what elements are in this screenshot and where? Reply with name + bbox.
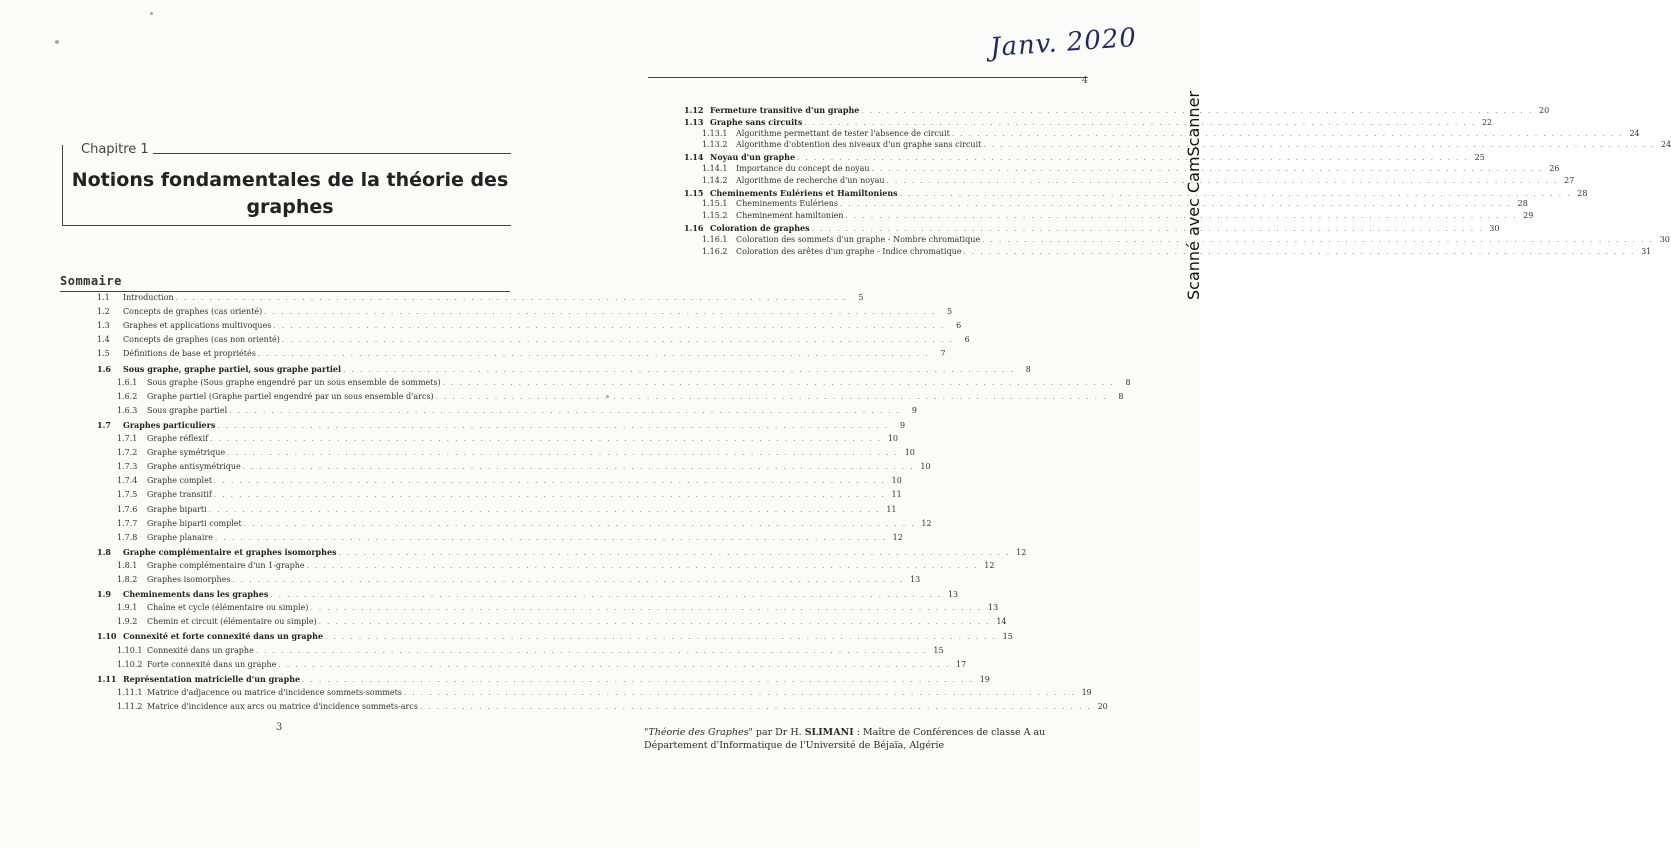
toc-entry-page: 30 (1489, 224, 1500, 233)
toc-entry-label: Connexité dans un graphe (147, 645, 254, 655)
chapter-heading-box (62, 142, 511, 226)
toc-entry-page: 13 (988, 603, 999, 613)
toc-entry-page: 28 (1577, 188, 1588, 198)
toc-entry-page: 9 (900, 420, 906, 430)
toc-entry (97, 320, 962, 332)
toc-entry-page: 19 (979, 674, 990, 684)
toc-entry-label: Concepts de graphes (cas orienté) (123, 307, 263, 317)
toc-entry-label: Graphe complet (147, 476, 213, 486)
toc-entry (117, 532, 903, 544)
toc-entry-page: 6 (964, 335, 970, 345)
toc-leader-dots: . . . . . . . . . . . . . . . . . . . . . . . . . . . . . . . . . . . . . . . . . . . . . . . . . . . . . . . . . . . . . . . . . . . . . . . . . . . . . . . . (175, 294, 848, 302)
toc-entry (117, 560, 995, 572)
toc-leader-dots: . . . . . . . . . . . . . . . . . . . . . . . . . . . . . . . . . . . . . . . . . . . . . . . . . . . . . . . . . . . . . . . . . . . . . . . . . . . . . . . . (963, 247, 1636, 256)
toc-entry-page: 29 (1523, 211, 1534, 221)
footer-book-title: "Théorie des Graphes" (644, 727, 753, 738)
toc-entry-label: Graphe biparti complet (147, 518, 242, 528)
toc-leader-dots: . . . . . . . . . . . . . . . . . . . . . . . . . . . . . . . . . . . . . . . . . . . . . . . . . . . . . . . . . . . . . . . . . . . . . . . . . . . . . . . . (343, 365, 1015, 374)
toc-entry-number: 1.6.1 (117, 377, 138, 387)
toc-entry (117, 701, 1108, 713)
toc-entry-label: Concepts de graphes (cas non orienté) (123, 335, 280, 345)
toc-leader-dots: . . . . . . . . . . . . . . . . . . . . . . . . . . . . . . . . . . . . . . . . . . . . . . . . . . . . . . . . . . . . . . . . . . . . . . . . . . . . . . . . (264, 308, 937, 317)
toc-leader-dots: . . . . . . . . . . . . . . . . . . . . . . . . . . . . . . . . . . . . . . . . . . . . . . . . . . . . . . . . . . . . . . . . . . . . . . . . . . . . . . . . (270, 591, 943, 600)
toc-entry-number: 1.15.1 (702, 199, 728, 209)
toc-entry-number: 1.14 (684, 152, 704, 163)
toc-leader-dots: . . . . . . . . . . . . . . . . . . . . . . . . . . . . . . . . . . . . . . . . . . . . . . . . . . . . . . . . . . . . . . . . . . . . . . . . . . . . . . . . (338, 548, 1011, 557)
toc-entry-number: 1.7.4 (117, 476, 138, 486)
toc-entry (117, 518, 932, 530)
toc-entry-page: 19 (1081, 687, 1092, 697)
toc-entry (97, 348, 946, 360)
toc-entry (97, 588, 959, 600)
toc-leader-dots: . . . . . . . . . . . . . . . . . . . . . . . . . . . . . . . . . . . . . . . . . . . . . . . . . . . . . . . . . . . . . . . . . . . . . . . . . . . . . . . . (403, 688, 1076, 697)
toc-entry-page: 20 (1097, 701, 1108, 711)
toc-entry-page: 8 (1025, 364, 1031, 374)
toc-leader-dots: . . . . . . . . . . . . . . . . . . . . . . . . . . . . . . . . . . . . . . . . . . . . . . . . . . . . . . . . . . . . . . . . . . . . . . . . . . . . . . . . (899, 189, 1572, 198)
toc-entry-label: Cheminements Eulériens (736, 199, 839, 209)
toc-leader-dots: . . . . . . . . . . . . . . . . . . . . . . . . . . . . . . . . . . . . . . . . . . . . . . . . . . . . . . . . . . . . . . . . . . . . . . . . . . . . . . . . (804, 118, 1477, 127)
toc-entry (702, 234, 1670, 246)
toc-entry-number: 1.9.2 (117, 617, 138, 627)
toc-entry-page: 31 (1641, 246, 1652, 256)
toc-entry-number: 1.8 (97, 546, 111, 557)
toc-leader-dots: . . . . . . . . . . . . . . . . . . . . . . . . . . . . . . . . . . . . . . . . . . . . . . . . . . . . . . . . . . . . . . . . . . . . . . . . . . . . . . . . (442, 378, 1115, 387)
toc-leader-dots: . . . . . . . . . . . . . . . . . . . . . . . . . . . . . . . . . . . . . . . . . . . . . . . . . . . . . . . . . . . . . . . . . . . . . . . . . . . . . . . . (983, 141, 1656, 150)
toc-entry-label: Graphe planaire (147, 532, 214, 542)
toc-entry-page: 11 (891, 490, 902, 500)
toc-entry-number: 1.1 (97, 293, 110, 302)
page-number-right: 4 (1082, 76, 1088, 86)
scan-speck (150, 12, 153, 15)
toc-entry-label: Matrice d'incidence aux arcs ou matrice d'incidence sommets-arcs (147, 701, 418, 711)
toc-entry-page: 22 (1481, 117, 1493, 127)
toc-leader-dots: . . . . . . . . . . . . . . . . . . . . . . . . . . . . . . . . . . . . . . . . . . . . . . . . . . . . . . . . . . . . . . . . . . . . . . . . . . . . . . . . (845, 212, 1518, 221)
toc-entry-label: Graphe biparti (147, 504, 207, 514)
toc-entry-number: 1.7.2 (117, 448, 138, 458)
toc-entry-page: 27 (1564, 175, 1575, 185)
footer-author: SLIMANI (804, 727, 854, 738)
toc-leader-dots: . . . . . . . . . . . . . . . . . . . . . . . . . . . . . . . . . . . . . . . . . . . . . . . . . . . . . . . . . . . . . . . . . . . . . . . . . . . . . . . . (797, 154, 1469, 163)
toc-entry-number: 1.8.2 (117, 575, 138, 584)
toc-entry (117, 475, 902, 487)
toc-leader-dots: . . . . . . . . . . . . . . . . . . . . . . . . . . . . . . . . . . . . . . . . . . . . . . . . . . . . . . . . . . . . . . . . . . . . . . . . . . . . . . . . (217, 421, 890, 430)
toc-entry-label: Cheminements dans les graphes (123, 589, 269, 600)
toc-entry (117, 461, 931, 473)
toc-entry-number: 1.13.2 (702, 140, 728, 150)
toc-entry (117, 687, 1092, 699)
toc-entry (684, 187, 1588, 199)
toc-entry-page: 10 (887, 434, 898, 443)
toc-entry (702, 128, 1640, 140)
toc-entry (117, 504, 897, 516)
toc-entry-number: 1.16 (684, 223, 704, 233)
toc-leader-dots: . . . . . . . . . . . . . . . . . . . . . . . . . . . . . . . . . . . . . . . . . . . . . . . . . . . . . . . . . . . . . . . . . . . . . . . . . . . . . . . . (886, 176, 1559, 185)
toc-entry-number: 1.16.1 (702, 234, 728, 244)
toc-entry (702, 198, 1528, 210)
toc-entry-label: Coloration des arêtes d'un graphe - Indice chromatique (736, 246, 962, 256)
toc-entry-label: Sous graphe, graphe partiel, sous graphe partiel (123, 363, 342, 374)
toc-entry-page: 24 (1629, 128, 1640, 138)
toc-entry (117, 602, 999, 614)
toc-entry-number: 1.4 (97, 335, 110, 345)
toc-leader-dots: . . . . . . . . . . . . . . . . . . . . . . . . . . . . . . . . . . . . . . . . . . . . . . . . . . . . . . . . . . . . . . . . . . . . . . . . . . . . . . . . (871, 165, 1544, 173)
header-rule-right (648, 77, 1088, 78)
toc-entry (117, 659, 967, 671)
toc-entry-label: Cheminement hamiltonien (736, 211, 844, 221)
toc-entry-page: 10 (891, 476, 902, 486)
toc-leader-dots: . . . . . . . . . . . . . . . . . . . . . . . . . . . . . . . . . . . . . . . . . . . . . . . . . . . . . . . . . . . . . . . . . . . . . . . . . . . . . . . . (278, 660, 951, 669)
toc-leader-dots: . . . . . . . . . . . . . . . . . . . . . . . . . . . . . . . . . . . . . . . . . . . . . . . . . . . . . . . . . . . . . . . . . . . . . . . . . . . . . . . . (229, 406, 901, 415)
toc-entry-page: 17 (956, 659, 967, 669)
toc-entry-number: 1.7 (97, 419, 111, 430)
toc-entry-label: Graphe réflexif (147, 434, 209, 443)
toc-entry-number: 1.8.1 (117, 560, 138, 570)
toc-entry-page: 24 (1660, 140, 1671, 150)
toc-entry (117, 377, 1131, 389)
toc-entry-label: Cheminements Eulériens et Hamiltoniens (710, 187, 898, 198)
toc-entry-page: 8 (1125, 377, 1131, 387)
toc-entry (117, 405, 917, 417)
toc-entry (97, 419, 906, 431)
toc-entry-number: 1.9.1 (117, 603, 138, 613)
toc-entry-label: Noyau d'un graphe (710, 152, 796, 163)
toc-entry (117, 616, 1007, 628)
toc-entry (97, 673, 990, 685)
toc-leader-dots: . . . . . . . . . . . . . . . . . . . . . . . . . . . . . . . . . . . . . . . . . . . . . . . . . . . . . . . . . . . . . . . . . . . . . . . . . . . . . . . . (302, 675, 974, 684)
toc-entry-label: Graphe transitif (147, 490, 212, 500)
toc-entry-label: Forte connexité dans un graphe (147, 659, 277, 669)
toc-entry-number: 1.14.1 (702, 164, 728, 173)
camscanner-watermark: Scanné avec CamScanner (1184, 91, 1203, 300)
toc-entry-page: 13 (910, 575, 921, 584)
toc-leader-dots: . . . . . . . . . . . . . . . . . . . . . . . . . . . . . . . . . . . . . . . . . . . . . . . . . . . . . . . . . . . . . . . . . . . . . . . . . . . . . . . . (257, 350, 930, 359)
toc-entry-number: 1.10.1 (117, 645, 143, 655)
toc-entry-label: Connexité et forte connexité dans un graphe (123, 631, 324, 642)
toc-entry-number: 1.7.8 (117, 532, 138, 542)
toc-leader-dots: . . . . . . . . . . . . . . . . . . . . . . . . . . . . . . . . . . . . . . . . . . . . . . . . . . . . . . . . . . . . . . . . . . . . . . . . . . . . . . . . (281, 336, 954, 345)
toc-entry-page: 10 (904, 448, 915, 458)
toc-leader-dots: . . . . . . . . . . . . . . . . . . . . . . . . . . . . . . . . . . . . . . . . . . . . . . . . . . . . . . . . . . . . . . . . . . . . . . . . . . . . . . . . (227, 449, 899, 458)
toc-entry-page: 9 (911, 405, 917, 415)
toc-leader-dots: . . . . . . . . . . . . . . . . . . . . . . . . . . . . . . . . . . . . . . . . . . . . . . . . . . . . . . . . . . . . . . . . . . . . . . . . . . . . . . . . (306, 561, 979, 570)
toc-entry-label: Coloration des sommets d'un graphe - Nombre chromatique (736, 234, 981, 244)
toc-entry-page: 30 (1659, 234, 1670, 244)
toc-leader-dots: . . . . . . . . . . . . . . . . . . . . . . . . . . . . . . . . . . . . . . . . . . . . . . . . . . . . . . . . . . . . . . . . . . . . . . . . . . . . . . . . (840, 200, 1512, 209)
toc-entry-page: 10 (920, 462, 931, 472)
toc-entry (702, 175, 1575, 187)
toc-entry-number: 1.10 (97, 631, 117, 642)
footer-note (644, 726, 1089, 752)
toc-leader-dots: . . . . . . . . . . . . . . . . . . . . . . . . . . . . . . . . . . . . . . . . . . . . . . . . . . . . . . . . . . . . . . . . . . . . . . . . . . . . . . . . (232, 576, 905, 584)
toc-entry-number: 1.16.2 (702, 246, 728, 256)
toc-entry-number: 1.7.3 (117, 462, 138, 472)
toc-entry-label: Chaîne et cycle (élémentaire ou simple) (147, 603, 309, 613)
toc-entry-label: Définitions de base et propriétés (123, 349, 256, 359)
toc-entry-page: 20 (1538, 106, 1550, 115)
toc-entry (702, 246, 1652, 258)
toc-entry (97, 334, 970, 346)
toc-leader-dots: . . . . . . . . . . . . . . . . . . . . . . . . . . . . . . . . . . . . . . . . . . . . . . . . . . . . . . . . . . . . . . . . . . . . . . . . . . . . . . . . (242, 463, 915, 472)
toc-entry-page: 15 (933, 645, 944, 655)
toc-leader-dots: . . . . . . . . . . . . . . . . . . . . . . . . . . . . . . . . . . . . . . . . . . . . . . . . . . . . . . . . . . . . . . . . . . . . . . . . . . . . . . . . (213, 491, 886, 500)
page-number-left: 3 (276, 722, 283, 733)
toc-entry-label: Graphe antisymétrique (147, 462, 241, 472)
toc-entry-page: 6 (956, 321, 962, 331)
footer-rest: : Maître de Conférences de classe A au Département d'Informatique de l'Université de Béjaïa, Algérie (644, 727, 1046, 751)
toc-entry (117, 391, 1124, 403)
toc-entry-number: 1.12 (684, 105, 704, 115)
handwritten-date: Janv. 2020 (989, 22, 1138, 64)
toc-entry (684, 104, 1550, 116)
toc-leader-dots: . . . . . . . . . . . . . . . . . . . . . . . . . . . . . . . . . . . . . . . . . . . . . . . . . . . . . . . . . . . . . . . . . . . . . . . . . . . . . . . . (214, 477, 886, 486)
toc-entry-number: 1.13 (684, 116, 704, 127)
toc-entry-label: Graphe sans circuits (710, 116, 803, 127)
toc-entry-page: 12 (1016, 547, 1027, 557)
toc-entry-number: 1.6 (97, 363, 111, 374)
toc-entry (97, 363, 1031, 375)
toc-leader-dots: . . . . . . . . . . . . . . . . . . . . . . . . . . . . . . . . . . . . . . . . . . . . . . . . . . . . . . . . . . . . . . . . . . . . . . . . . . . . . . . . (255, 646, 928, 655)
toc-leader-dots: . . . . . . . . . . . . . . . . . . . . . . . . . . . . . . . . . . . . . . . . . . . . . . . . . . . . . . . . . . . . . . . . . . . . . . . . . . . . . . . . (208, 505, 881, 514)
toc-entry-label: Graphes particuliers (123, 419, 216, 430)
chapter-title: Notions fondamentales de la théorie des graphes (71, 169, 509, 218)
toc-entry (97, 306, 953, 318)
toc-entry-label: Représentation matricielle d'un graphe (123, 673, 301, 684)
toc-entry-page: 12 (921, 518, 932, 528)
toc-entry-number: 1.10.2 (117, 659, 143, 669)
toc-entry-label: Graphe symétrique (147, 448, 226, 458)
toc-entry-number: 1.15.2 (702, 211, 728, 221)
toc-leader-dots: . . . . . . . . . . . . . . . . . . . . . . . . . . . . . . . . . . . . . . . . . . . . . . . . . . . . . . . . . . . . . . . . . . . . . . . . . . . . . . . . (215, 533, 887, 542)
toc-entry-label: Matrice d'adjacence ou matrice d'incidence sommets-sommets (147, 687, 402, 697)
toc-entry-number: 1.11.2 (117, 701, 143, 711)
toc-entry-number: 1.7.1 (117, 434, 138, 443)
toc-entry (684, 116, 1493, 128)
toc-entry-number: 1.14.2 (702, 175, 728, 185)
toc-entry-number: 1.15 (684, 187, 704, 198)
toc-leader-dots: . . . . . . . . . . . . . . . . . . . . . . . . . . . . . . . . . . . . . . . . . . . . . . . . . . . . . . . . . . . . . . . . . . . . . . . . . . . . . . . . (951, 129, 1624, 138)
toc-entry-label: Algorithme de recherche d'un noyau (736, 175, 885, 185)
toc-entry-label: Fermeture transitive d'un graphe (710, 105, 860, 115)
toc-leader-dots: . . . . . . . . . . . . . . . . . . . . . . . . . . . . . . . . . . . . . . . . . . . . . . . . . . . . . . . . . . . . . . . . . . . . . . . . . . . . . . . . (273, 322, 946, 331)
toc-entry (684, 151, 1485, 163)
toc-entry (702, 163, 1560, 175)
toc-entry-page: 15 (1002, 632, 1013, 642)
toc-entry-page: 13 (947, 590, 959, 600)
toc-entry (702, 210, 1534, 222)
toc-leader-dots: . . . . . . . . . . . . . . . . . . . . . . . . . . . . . . . . . . . . . . . . . . . . . . . . . . . . . . . . . . . . . . . . . . . . . . . . . . . . . . . . (318, 618, 991, 627)
toc-entry-page: 5 (946, 307, 953, 317)
toc-entry (117, 645, 944, 657)
toc-entry-page: 14 (996, 617, 1007, 627)
toc-entry (117, 447, 915, 459)
chapter-rule (149, 153, 511, 154)
toc-leader-dots: . . . . . . . . . . . . . . . . . . . . . . . . . . . . . . . . . . . . . . . . . . . . . . . . . . . . . . . . . . . . . . . . . . . . . . . . . . . . . . . . (325, 633, 997, 642)
toc-entry-number: 1.2 (97, 307, 110, 317)
toc-entry-page: 12 (984, 560, 995, 570)
toc-entry-number: 1.11 (97, 673, 117, 684)
scan-speck (55, 40, 59, 44)
toc-entry (97, 292, 864, 304)
toc-entry-label: Coloration de graphes (710, 223, 810, 233)
toc-entry-number: 1.7.7 (117, 518, 138, 528)
toc-entry-label: Algorithme permettant de tester l'absence de circuit (736, 128, 950, 138)
sommaire-heading: Sommaire (60, 274, 122, 288)
toc-leader-dots: . . . . . . . . . . . . . . . . . . . . . . . . . . . . . . . . . . . . . . . . . . . . . . . . . . . . . . . . . . . . . . . . . . . . . . . . . . . . . . . . (811, 225, 1484, 233)
toc-entry-label: Introduction (123, 293, 174, 302)
toc-entry-label: Sous graphe partiel (147, 405, 228, 415)
toc-leader-dots: . . . . . . . . . . . . . . . . . . . . . . . . . . . . . . . . . . . . . . . . . . . . . . . . . . . . . . . . . . . . . . . . . . . . . . . . . . . . . . . . (982, 235, 1654, 244)
toc-leader-dots: . . . . . . . . . . . . . . . . . . . . . . . . . . . . . . . . . . . . . . . . . . . . . . . . . . . . . . . . . . . . . . . . . . . . . . . . . . . . . . . . (419, 702, 1092, 711)
toc-entry-label: Graphe complémentaire et graphes isomorphes (123, 546, 337, 557)
toc-entry-page: 5 (858, 293, 864, 302)
toc-entry (117, 489, 902, 501)
toc-leader-dots: . . . . . . . . . . . . . . . . . . . . . . . . . . . . . . . . . . . . . . . . . . . . . . . . . . . . . . . . . . . . . . . . . . . . . . . . . . . . . . . . (210, 435, 882, 443)
toc-entry (117, 433, 898, 445)
toc-entry-page: 8 (1118, 391, 1124, 401)
toc-entry-number: 1.6.3 (117, 405, 138, 415)
toc-leader-dots: . . . . . . . . . . . . . . . . . . . . . . . . . . . . . . . . . . . . . . . . . . . . . . . . . . . . . . . . . . . . . . . . . . . . . . . . . . . . . . . . (243, 519, 916, 528)
toc-entry-number: 1.6.2 (117, 391, 138, 401)
toc-entry (684, 222, 1500, 234)
toc-entry-label: Importance du concept de noyau (736, 164, 870, 173)
toc-entry (117, 574, 921, 586)
toc-leader-dots: . . . . . . . . . . . . . . . . . . . . . . . . . . . . . . . . . . . . . . . . . . . . . . . . . . . . . . . . . . . . . . . . . . . . . . . . . . . . . . . . (310, 604, 983, 613)
toc-entry-number: 1.13.1 (702, 128, 728, 138)
toc-entry-label: Graphe partiel (Graphe partiel engendré par un sous ensemble d'arcs) (147, 391, 434, 401)
toc-entry-label: Graphes et applications multivoques (123, 321, 272, 331)
chapter-label: Chapitre 1 (77, 142, 153, 158)
toc-entry (97, 630, 1013, 642)
toc-entry-label: Algorithme d'obtention des niveaux d'un graphe sans circuit (736, 140, 982, 150)
toc-entry-page: 28 (1517, 199, 1528, 209)
toc-entry-number: 1.3 (97, 321, 110, 331)
footer-by: par Dr H. (752, 727, 805, 738)
toc-leader-dots: . . . . . . . . . . . . . . . . . . . . . . . . . . . . . . . . . . . . . . . . . . . . . . . . . . . . . . . . . . . . . . . . . . . . . . . . . . . . . . . . (435, 392, 1108, 401)
toc-entry-page: 12 (892, 532, 903, 542)
toc-entry-number: 1.7.5 (117, 490, 138, 500)
toc-entry-label: Graphes isomorphes (147, 575, 231, 584)
toc-entry-page: 26 (1549, 164, 1560, 173)
toc-entry (702, 139, 1671, 151)
toc-entry-page: 25 (1474, 153, 1485, 163)
toc-entry-label: Sous graphe (Sous graphe engendré par un sous ensemble de sommets) (147, 377, 441, 387)
toc-entry-number: 1.7.6 (117, 504, 138, 514)
toc-entry-label: Graphe complémentaire d'un 1-graphe (147, 560, 305, 570)
toc-entry-label: Chemin et circuit (élémentaire ou simple) (147, 617, 317, 627)
toc-entry-page: 7 (940, 349, 946, 359)
toc-leader-dots: . . . . . . . . . . . . . . . . . . . . . . . . . . . . . . . . . . . . . . . . . . . . . . . . . . . . . . . . . . . . . . . . . . . . . . . . . . . . . . . . (861, 107, 1534, 115)
toc-entry-number: 1.9 (97, 589, 111, 600)
toc-entry-number: 1.11.1 (117, 687, 143, 697)
toc-entry-page: 11 (886, 504, 897, 514)
toc-entry-number: 1.5 (97, 349, 110, 359)
toc-entry (97, 546, 1027, 558)
